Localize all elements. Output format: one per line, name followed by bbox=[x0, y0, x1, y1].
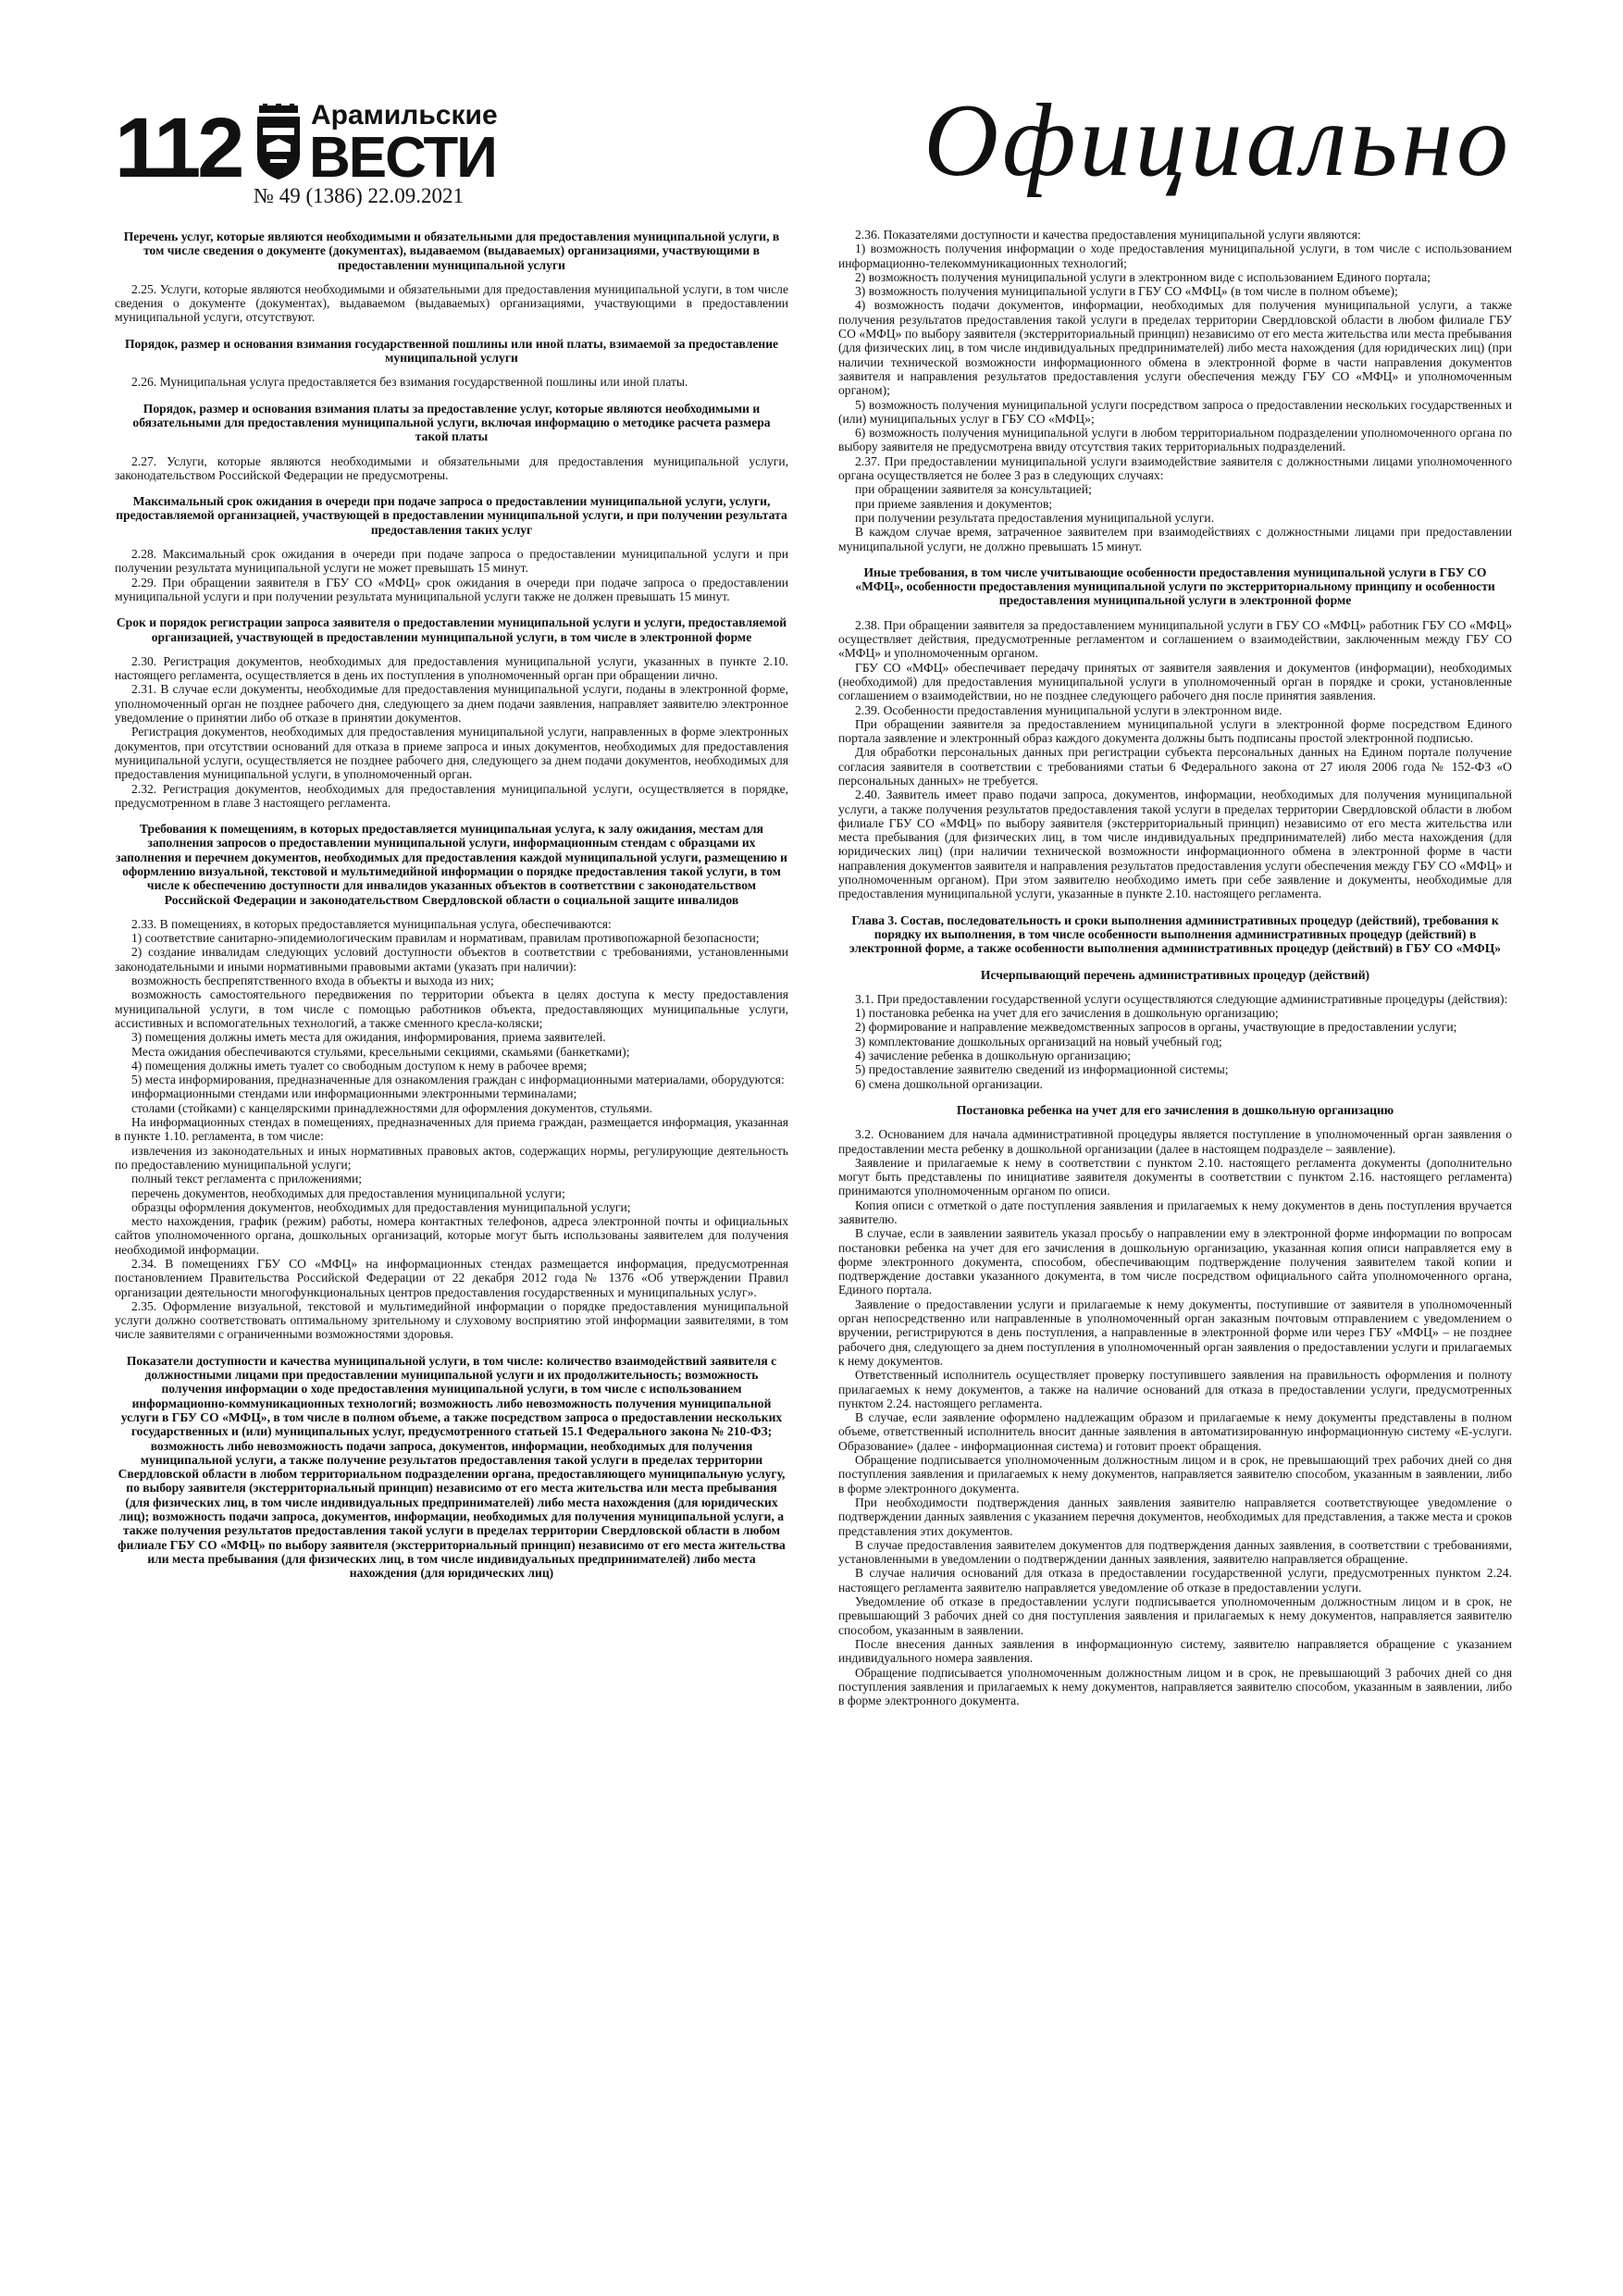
paragraph: 2.39. Особенности предоставления муниципальной услуги в электронном виде. bbox=[855, 702, 1282, 717]
paragraph: полный текст регламента с приложениями; bbox=[131, 1172, 363, 1186]
paragraph: Уведомление об отказе в предоставлении услуги подписывается уполномоченным должностным лицом и в срок, не превышающий 3 рабочих дней со дня поступления заявления и прилагаемых к нему документов, направляется заявителю способом, указанным в заявлении. bbox=[838, 1595, 1512, 1637]
logo-subtitle: Арамильские bbox=[311, 100, 498, 130]
paragraph: 2.34. В помещениях ГБУ СО «МФЦ» на информационных стендах размещается информация, предусмотренная постановлением Правительства Российской Федерации от 22 декабря 2012 года № 1376 «Об утверждении Правил организации деятельности многофункциональных центров предоставления государственных и муниципальных услуг». bbox=[115, 1257, 788, 1299]
paragraph: 5) места информирования, предназначенные для ознакомления граждан с информационными материалами, оборудуются: bbox=[131, 1073, 785, 1087]
logo-title: ВЕСТИ bbox=[309, 126, 496, 190]
paragraph: 1) постановка ребенка на учет для его зачисления в дошкольную организацию; bbox=[855, 1006, 1279, 1021]
paragraph: образцы оформления документов, необходимых для предоставления муниципальной услуги; bbox=[131, 1199, 631, 1214]
paragraph: 4) возможность подачи документов, информации, необходимых для получения муниципальной услуги, а также получения результатов предоставления такой услуги в пределах территории Свердловской области в любом филиале ГБУ СО «МФЦ» по выбору заявителя (экстерриториальный принцип) независимо от его места жительства или места пребывания (для физических лиц, в том числе индивидуальных предпринимателей) либо места нахождения (для юридических лиц) (при наличии технической возможности информационного обмена в электронной форме в части направления документов заявителя и направления результатов предоставления услуги обеспечения между ГБУ СО «МФЦ» и уполномоченным органом); bbox=[838, 298, 1512, 398]
paragraph: возможность самостоятельного передвижения по территории объекта в целях доступа к месту предоставления муниципальной услуги, в том числе с помощью работников объекта, предоставляющих муниципальные услуги, ассистивных и вспомогательных технологий, а также сменного кресла-коляски; bbox=[115, 987, 788, 1030]
paragraph: 3.2. Основанием для начала административной процедуры является поступление в уполномоченный орган заявления о предоставлении места ребенку в дошкольной организации (далее в настоящем подразделе – заявление). bbox=[838, 1127, 1512, 1156]
paragraph: 2) возможность получения муниципальной услуги в электронном виде с использованием Единого портала; bbox=[855, 269, 1431, 284]
paragraph: В случае, если в заявлении заявитель указал просьбу о направлении ему в электронной форме информации по вопросам постановки ребенка на учет для его зачисления в дошкольную организацию, указанная копия описи направляется ему в форме электронного документа, способом, обеспечивающим подтверждение получения заявителем такой копии и подтверждение доставки указанного документа, в том числе посредством официального сайта уполномоченного органа, Единого портала. bbox=[838, 1226, 1512, 1297]
paragraph: 2) создание инвалидам следующих условий доступности объектов в соответствии с требованиями, установленными законодательными и иными нормативными правовыми актами (указать при наличии): bbox=[115, 945, 788, 974]
paragraph: Ответственный исполнитель осуществляет проверку поступившего заявления на правильность оформления и полноту прилагаемых к нему документов, а также на наличие оснований для отказа в предоставлении услуги, предусмотренных пунктом 2.24. настоящего регламента. bbox=[838, 1368, 1512, 1410]
section-heading: Иные требования, в том числе учитывающие особенности предоставления муниципальной услуги в ГБУ СО «МФЦ», особенности предоставления муниципальной услуги по экстерриториальному принципу и особенности предоставления муниципальной услуги в электронной форме bbox=[855, 565, 1495, 608]
paragraph: 2.37. При предоставлении муниципальной услуги взаимодействие заявителя с должностными лицами уполномоченного органа осуществляется не более 3 раз в следующих случаях: bbox=[838, 453, 1512, 483]
paragraph: В каждом случае время, затраченное заявителем при взаимодействиях с должностными лицами при предоставлении муниципальной услуги, не должно превышать 15 минут. bbox=[838, 525, 1512, 553]
section-heading: Постановка ребенка на учет для его зачисления в дошкольную организацию bbox=[956, 1102, 1394, 1117]
paragraph: ГБУ СО «МФЦ» обеспечивает передачу принятых от заявителя заявления и документов (информации), необходимых (необходимой) для предоставления муниципальной услуги в уполномоченный орган в порядке и сроки, установленные соглашением о взаимодействии, но не позднее следующего рабочего дня после принятия заявления. bbox=[838, 660, 1512, 703]
section-heading: Срок и порядок регистрации запроса заявителя о предоставлении муниципальной услуги и услуги, предоставляемой организацией, участвующей в предоставлении муниципальной услуги, в том числе в электронной форме bbox=[116, 615, 787, 644]
paragraph: 2.35. Оформление визуальной, текстовой и мультимедийной информации о порядке предоставления муниципальной услуги должно соответствовать оптимальному зрительному и слуховому восприятию этой информации заявителями, в том числе заявителями с ограниченными возможностями здоровья. bbox=[115, 1298, 788, 1342]
paragraph: извлечения из законодательных и иных нормативных правовых актов, содержащих нормы, регулирующие деятельность по предоставлению муниципальной услуги; bbox=[115, 1143, 788, 1172]
paragraph: 2.31. В случае если документы, необходимые для предоставления муниципальной услуги, поданы в электронной форме, уполномоченный орган не позднее рабочего дня, следующего за днем подачи заявления, направляет заявителю электронное уведомление о принятии либо об отказе в принятии документов. bbox=[115, 682, 788, 726]
article-body bbox=[115, 228, 1512, 2264]
section-heading: Исчерпывающий перечень административных процедур (действий) bbox=[980, 967, 1370, 982]
paragraph: 2.29. При обращении заявителя в ГБУ СО «МФЦ» срок ожидания в очереди при подаче запроса о предоставлении муниципальной услуги и при получении результата муниципальной услуги также не должен превышать 15 минут. bbox=[115, 575, 788, 603]
paragraph: 2.27. Услуги, которые являются необходимыми и обязательными для предоставления муниципальной услуги, законодательством Российской Федерации не предусмотрены. bbox=[115, 453, 788, 482]
paragraph: Заявление и прилагаемые к нему в соответствии с пунктом 2.10. настоящего регламента документы (дополнительно могут быть представлены по инициативе заявителя документы в соответствии с пунктом 2.16. настоящего регламента) принимаются уполномоченным органом по описи. bbox=[838, 1155, 1512, 1198]
paragraph: при обращении заявителя за консультацией; bbox=[855, 482, 1092, 497]
paragraph: при приеме заявления и документов; bbox=[855, 496, 1053, 511]
paragraph: Обращение подписывается уполномоченным должностным лицом и в срок, не превышающий трех рабочих дней со дня поступления заявления и прилагаемых к нему документов, направляется заявителю способом, указанным в заявлении, либо в форме электронного документа. bbox=[838, 1453, 1512, 1496]
section-heading: Порядок, размер и основания взимания платы за предоставление услуг, которые являются необходимыми и обязательными для предоставления муниципальной услуги, включая информацию о методике расчета размера такой платы bbox=[132, 401, 771, 444]
paragraph: Для обработки персональных данных при регистрации субъекта персональных данных на Едином портале получение согласия заявителя в соответствии с требованиями статьи 6 Федерального закона от 27 июля 2006 года № 152-ФЗ «О персональных данных» не требуется. bbox=[838, 745, 1512, 788]
paragraph: 2.28. Максимальный срок ожидания в очереди при подаче запроса о предоставлении муниципальной услуги и при получении результата муниципальной услуги не может превышать 15 минут. bbox=[115, 547, 788, 576]
arms-emblem-icon bbox=[254, 104, 304, 181]
paragraph: Места ожидания обеспечиваются стульями, кресельными секциями, скамьями (банкетками); bbox=[131, 1044, 630, 1059]
paragraph: После внесения данных заявления в информационную систему, заявителю направляется обращение с указанием индивидуального номера заявления. bbox=[838, 1636, 1512, 1666]
section-heading: Максимальный срок ожидания в очереди при подаче запроса о предоставлении муниципальной услуги, услуги, предоставляемой организацией, участвующей в предоставлении муниципальной услуги, и при получении результата предоставления таких услуг bbox=[116, 494, 787, 537]
section-heading: Порядок, размер и основания взимания государственной пошлины или иной платы, взимаемой за предоставление муниципальной услуги bbox=[124, 336, 779, 366]
paragraph: В случае, если заявление оформлено надлежащим образом и прилагаемые к нему документы представлены в полном объеме, ответственный исполнитель вносит данные заявления в автоматизированную информационную систему «Е-услуги. Образование» (далее - информационная система) и готовит проект обращения. bbox=[838, 1410, 1512, 1453]
paragraph: 2.40. Заявитель имеет право подачи запроса, документов, информации, необходимых для получения муниципальной услуги, а также получения результатов предоставления такой услуги в пределах территории Свердловской области в любом филиале ГБУ СО «МФЦ» по выбору заявителя (экстерриториальный принцип) независимо от его места жительства или места пребывания (для физических лиц, в том числе индивидуальных предпринимателей) либо места нахождения (для юридических лиц) (при наличии технической возможности информационного обмена в электронной форме в части направления документов заявителя и направления результатов предоставления услуги обеспечения между ГБУ СО «МФЦ» и уполномоченным органом). При этом заявителю необходимо иметь при себе заявление и документы, необходимые для предоставления муниципальной услуги, указанные в пункте 2.10. настоящего регламента. bbox=[838, 788, 1512, 901]
paragraph: 2) формирование и направление межведомственных запросов в органы, участвующие в предоставлении услуги; bbox=[855, 1020, 1457, 1035]
right-column bbox=[838, 228, 1512, 2264]
paragraph: 5) возможность получения муниципальной услуги посредством запроса о предоставлении нескольких государственных и (или) муниципальных услуг в ГБУ СО «МФЦ»; bbox=[838, 397, 1512, 426]
paragraph: 5) предоставление заявителю сведений из информационной системы; bbox=[855, 1062, 1229, 1077]
paragraph: перечень документов, необходимых для предоставления муниципальной услуги; bbox=[131, 1185, 565, 1200]
paragraph: возможность беспрепятственного входа в объекты и выхода из них; bbox=[131, 974, 494, 988]
paragraph: 2.26. Муниципальная услуга предоставляется без взимания государственной пошлины или иной платы. bbox=[131, 375, 688, 390]
section-heading: Показатели доступности и качества муниципальной услуги, в том числе: количество взаимодействий заявителя с должностными лицами при предоставлении муниципальной услуги и их продолжительность; возможность получения информации о ходе предоставления муниципальной услуги, в том числе с использованием информационно-коммуникационных технологий; возможность либо невозможность получения муниципальной услуги в ГБУ СО «МФЦ», в том числе в полном объеме, а также посредством запроса о предоставлении нескольких государственных и (или) муниципальных услуг, предусмотренного статьей 15.1 Федерального закона № 210-ФЗ; возможность либо невозможность подачи запроса, документов, информации, необходимых для получения муниципальной услуги, а также получение результатов предоставления такой услуги в пределах территории Свердловской области в любом территориальном подразделении органа, предоставляющего муниципальную услугу, по выбору заявителя (экстерриториальный принцип) независимо от его места жительства или места пребывания (для физических лиц, в том числе индивидуальных предпринимателей) либо места нахождения (для юридических лиц); возможность подачи запроса, документов, информации, необходимых для получения муниципальной услуги, а также получения результатов предоставления такой услуги в пределах территории Свердловской области в любом филиале ГБУ СО «МФЦ» по выбору заявителя (экстерриториальный принцип) независимо от его места жительства или места пребывания (для физических лиц, в том числе индивидуальных предпринимателей) либо места нахождения (для юридических лиц) bbox=[118, 1353, 786, 1581]
section-heading: Глава 3. Состав, последовательность и сроки выполнения административных процедур (действий), требования к порядку их выполнения, в том числе особенности выполнения административных процедур (действий) в электронной форме, а также особенности выполнения административных процедур (действий) в ГБУ СО «МФЦ» bbox=[849, 912, 1502, 956]
paragraph: 2.33. В помещениях, в которых предоставляется муниципальная услуга, обеспечиваются: bbox=[131, 916, 612, 931]
paragraph: 1) возможность получения информации о ходе предоставления муниципальной услуги, в том числе с использованием информационно-телекоммуникационных технологий; bbox=[838, 242, 1512, 270]
paragraph: 2.32. Регистрация документов, необходимых для предоставления муниципальной услуги, осуществляется в порядке, предусмотренном в главе 3 настоящего регламента. bbox=[115, 781, 788, 810]
section-title: Официально bbox=[923, 83, 1512, 198]
paragraph: 3) возможность получения муниципальной услуги в ГБУ СО «МФЦ» (в том числе в полном объеме); bbox=[855, 284, 1398, 299]
paragraph: 6) смена дошкольной организации. bbox=[855, 1076, 1043, 1091]
paragraph: В случае наличия оснований для отказа в предоставлении государственной услуги, предусмотренных пунктом 2.24. настоящего регламента заявителю направляется уведомление об отказе в предоставлении услуги. bbox=[838, 1566, 1512, 1595]
masthead bbox=[115, 83, 1512, 215]
paragraph: 3) помещения должны иметь места для ожидания, информирования, приема заявителей. bbox=[131, 1030, 606, 1045]
paragraph: информационными стендами или информационными электронными терминалами; bbox=[131, 1086, 577, 1101]
section-heading: Перечень услуг, которые являются необходимыми и обязательными для предоставления муниципальной услуги, в том числе сведения о документе (документах), выдаваемом (выдаваемых) организациями, участвующими в предоставлении муниципальной услуги bbox=[123, 230, 780, 272]
paragraph: 2.30. Регистрация документов, необходимых для предоставления муниципальной услуги, указанных в пункте 2.10. настоящего регламента, осуществляется в день их поступления в уполномоченный орган при обращении лично. bbox=[115, 653, 788, 683]
left-column bbox=[115, 228, 788, 2264]
paragraph: 3) комплектование дошкольных организаций на новый учебный год; bbox=[855, 1034, 1222, 1049]
paragraph: место нахождения, график (режим) работы, номера контактных телефонов, адреса электронной почты и официальных сайтов уполномоченного органа, дошкольных организаций, которые могут быть использованы заявителем для получения необходимой информации. bbox=[115, 1214, 788, 1257]
section-heading: Требования к помещениям, в которых предоставляется муниципальная услуга, к залу ожидания, местам для заполнения запросов о предоставлении муниципальной услуги, информационным стендам с образцами их заполнения и перечнем документов, необходимых для предоставления каждой муниципальной услуги, размещению и оформлению визуальной, текстовой и мультимедийной информации о порядке предоставления такой услуги, в том числе к обеспечению доступности для инвалидов указанных объектов в соответствии с законодательством Российской Федерации и законодательством Свердловской области о социальной защите инвалидов bbox=[116, 822, 787, 907]
paragraph: 6) возможность получения муниципальной услуги в любом территориальном подразделении уполномоченного органа по выбору заявителя не предусмотрена ввиду отсутствия таких территориальных подразделений. bbox=[838, 426, 1512, 454]
paragraph: столами (стойками) с канцелярскими принадлежностями для оформления документов, стульями. bbox=[131, 1100, 653, 1115]
paragraph: 2.25. Услуги, которые являются необходимыми и обязательными для предоставления муниципальной услуги, в том числе сведения о документе (документах), выдаваемом (выдаваемых) организациями, участвующими в предоставлении муниципальной услуги, отсутствуют. bbox=[115, 281, 788, 325]
paragraph: На информационных стендах в помещениях, предназначенных для приема граждан, размещается информация, указанная в пункте 1.10. регламента, в том числе: bbox=[115, 1115, 788, 1144]
paragraph: 2.36. Показателями доступности и качества предоставления муниципальной услуги являются: bbox=[855, 228, 1361, 242]
paragraph: Обращение подписывается уполномоченным должностным лицом и в срок, не превышающий 3 рабочих дней со дня поступления заявления и прилагаемых к нему документов, направляется заявителю способом, указанным в заявлении, либо в форме электронного документа. bbox=[838, 1665, 1512, 1708]
paragraph: При необходимости подтверждения данных заявления заявителю направляется соответствующее уведомление о подтверждении данных заявления с указанием перечня документов, необходимых для представления, а также места и сроков представления этих документов. bbox=[838, 1495, 1512, 1538]
paragraph: В случае предоставления заявителем документов для подтверждения данных заявления, в соответствии с требованиями, установленными в уведомлении о подтверждении данных заявления, заявителю направляется обращение. bbox=[838, 1537, 1512, 1567]
paragraph: при получении результата предоставления муниципальной услуги. bbox=[855, 510, 1215, 525]
paragraph: При обращении заявителя за предоставлением муниципальной услуги в электронной форме посредством Единого портала заявление и электронный образ каждого документа должны быть подписаны простой электронной подписью. bbox=[838, 716, 1512, 746]
paragraph: 2.38. При обращении заявителя за предоставлением муниципальной услуги в ГБУ СО «МФЦ» работник ГБУ СО «МФЦ» осуществляет действия, предусмотренные регламентом и соглашением о взаимодействии, заключенным между ГБУ СО «МФЦ» и уполномоченным органом. bbox=[838, 617, 1512, 661]
issue-number-date: № 49 (1386) 22.09.2021 bbox=[254, 184, 465, 207]
page-number: 112 bbox=[115, 101, 242, 195]
paragraph: 3.1. При предоставлении государственной услуги осуществляются следующие административные процедуры (действия): bbox=[855, 991, 1508, 1006]
paragraph: 4) зачисление ребенка в дошкольную организацию; bbox=[855, 1049, 1132, 1063]
paragraph: Регистрация документов, необходимых для предоставления муниципальной услуги, направленных в форме электронных документов, при отсутствии оснований для отказа в приеме запроса и иных документов, необходимых для предоставления муниципальной услуги, осуществляется не позднее рабочего дня, следующего за днем подачи документов, необходимых для предоставления муниципальной услуги, в уполномоченный орган. bbox=[115, 725, 788, 782]
paragraph: 1) соответствие санитарно-эпидемиологическим правилам и нормативам, правилам противопожарной безопасности; bbox=[131, 931, 760, 946]
paragraph: Заявление о предоставлении услуги и прилагаемые к нему документы, поступившие от заявителя в уполномоченный орган непосредственно или направленные в уполномоченный орган заказным почтовым отправлением с уведомлением о вручении, регистрируются в день поступления, а направленные в электронной форме или через ГБУ «МФЦ» – не позднее рабочего дня, следующего за днем поступления в уполномоченный орган заявления о предоставлении услуги и прилагаемых к нему документов. bbox=[838, 1297, 1512, 1368]
paragraph: 4) помещения должны иметь туалет со свободным доступом к нему в рабочее время; bbox=[131, 1058, 588, 1073]
paragraph: Копия описи с отметкой о дате поступления заявления и прилагаемых к нему документов в день поступления вручается заявителю. bbox=[838, 1198, 1512, 1226]
